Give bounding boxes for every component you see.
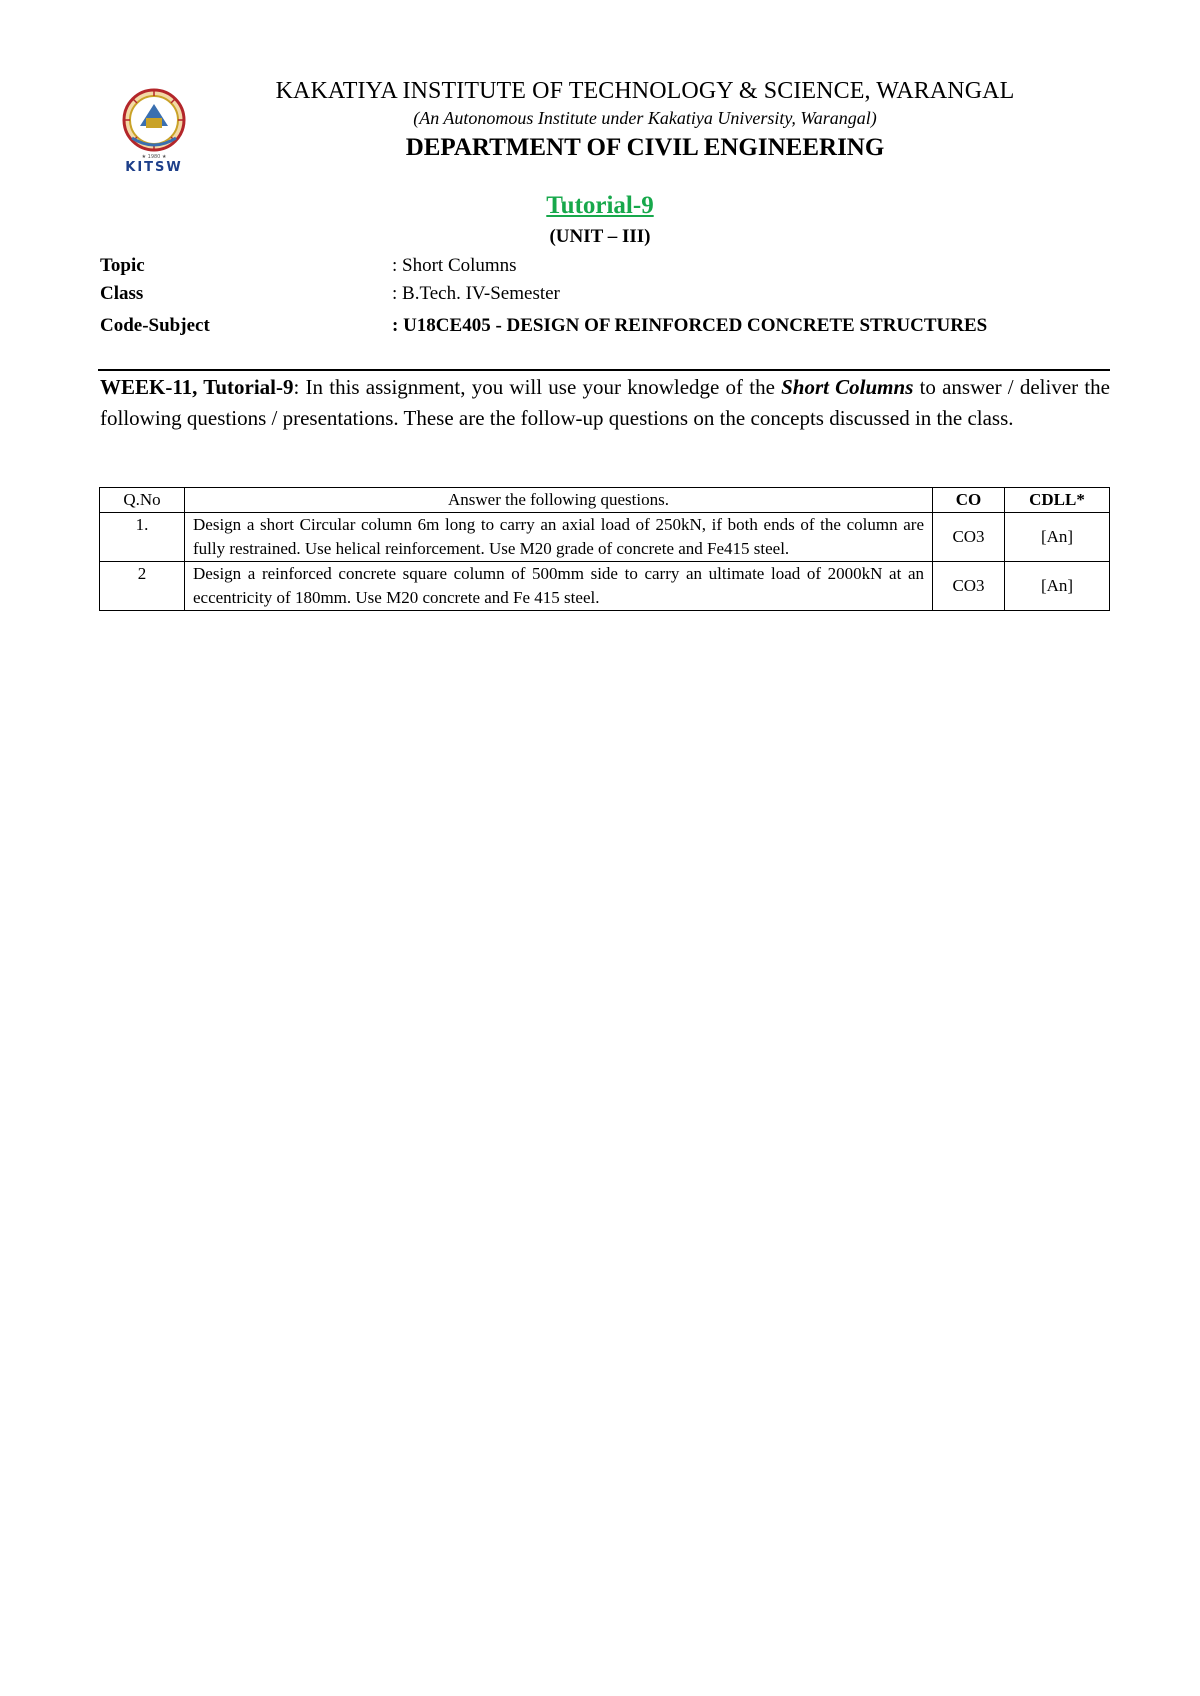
institute-logo: [118, 86, 190, 176]
header-question: Answer the following questions.: [185, 488, 933, 513]
meta-value: : Short Columns: [392, 255, 517, 276]
question-cdll: [An]: [1005, 562, 1110, 611]
question-number: 1.: [100, 513, 185, 562]
department-name: DEPARTMENT OF CIVIL ENGINEERING: [405, 134, 885, 161]
intro-text: : In this assignment, you will use your knowledge of the: [293, 375, 782, 399]
logo-text: KITSW: [125, 160, 183, 175]
meta-value: : U18CE405 - DESIGN OF REINFORCED CONCRETE STRUCTURES: [392, 315, 988, 336]
meta-label: Topic: [100, 255, 145, 276]
question-text: Design a reinforced concrete square column of 500mm side to carry an ultimate load of 2000kN at an eccentricity of 180mm. Use M20 concrete and Fe 415 steel.: [185, 562, 933, 611]
institute-name: KAKATIYA INSTITUTE OF TECHNOLOGY & SCIENCE, WARANGAL: [275, 78, 1015, 104]
question-co: CO3: [933, 562, 1005, 611]
question-co: CO3: [933, 513, 1005, 562]
questions-table: [99, 487, 1110, 611]
header-cdll: CDLL*: [1005, 488, 1110, 513]
svg-text:★ 1980 ★: ★ 1980 ★: [141, 154, 167, 160]
table-row: [100, 562, 1110, 611]
intro-text: to answer / deliver the following questions / presentations. These are the follow-up questions on the concepts discussed in the class.: [100, 375, 1110, 430]
table-row: [100, 513, 1110, 562]
unit-label: (UNIT – III): [549, 226, 651, 247]
header-qno: Q.No: [100, 488, 185, 513]
divider: [98, 369, 1110, 371]
meta-value: : B.Tech. IV-Semester: [392, 283, 560, 304]
tutorial-title: Tutorial-9: [546, 192, 654, 219]
intro-emphasis: Short Columns: [781, 375, 914, 399]
intro-lead: WEEK-11, Tutorial-9: [100, 375, 294, 399]
question-number: 2: [100, 562, 185, 611]
institute-subtitle: (An Autonomous Institute under Kakatiya University, Warangal): [413, 108, 877, 128]
question-cdll: [An]: [1005, 513, 1110, 562]
table-header-row: [100, 488, 1110, 513]
meta-label: Code-Subject: [100, 315, 210, 336]
meta-label: Class: [100, 283, 144, 304]
header-co: CO: [933, 488, 1005, 513]
question-text: Design a short Circular column 6m long to carry an axial load of 250kN, if both ends of the column are fully restrained. Use helical reinforcement. Use M20 grade of concrete and Fe415 steel.: [185, 513, 933, 562]
intro-paragraph: [100, 372, 1110, 433]
